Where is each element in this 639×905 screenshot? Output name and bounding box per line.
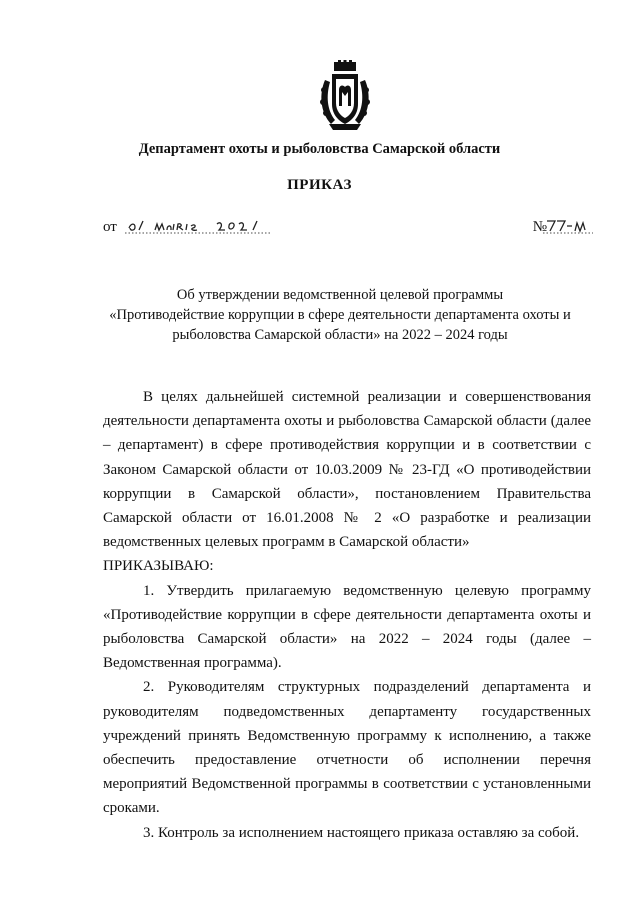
title-line: рыболовства Самарской области» на 2022 – 2024 годы [172,327,508,343]
item-line: Ведомственная программа). [103,655,282,672]
item-line: учреждений принять Ведомственную программу к исполнению, а также [103,727,591,744]
preamble-line: (далее – департамент) в сфере противодействия коррупции и в [103,413,591,454]
preamble-line: Правительства Самарской области от 16.01.2008 № 2 «О разработке и [103,485,591,527]
number-prefix: № [532,219,547,235]
coat-of-arms-emblem [317,60,373,132]
date-prefix: от [103,219,117,235]
title-line: «Противодействие коррупции в сфере деятельности департамента охоты и [109,307,571,323]
item-line: 3. Контроль за исполнением настоящего приказа оставляю за собой. [143,824,580,841]
item-line: сроками. [103,800,160,817]
item-1-paragraph [103,579,591,676]
preamble-line: деятельности департамента охоты и рыболовства Самарской области [103,413,547,430]
preamble-paragraph [103,385,591,554]
preamble-line: реализации ведомственных целевых программ в Самарской области» [103,510,591,551]
preamble-line: соответствии с Законом Самарской области от 10.03.2009 № 23-ГД [103,437,592,478]
title-line: Об утверждении ведомственной целевой программы [176,287,504,303]
item-line: обеспечить предоставление отчетности об исполнении перечня [103,752,591,769]
item-line: рыболовства Самарской области» на 2022 – 2024 годы (далее – [103,631,591,648]
item-line: «Противодействие коррупции в сфере деятельности департамента охоты и [103,606,591,623]
item-line: руководителям подведомственных департаменту государственных [103,703,591,720]
order-title [85,285,595,345]
item-2-paragraph [103,675,591,820]
item-line: 2. Руководителям структурных подразделений департамента и [143,679,591,696]
item-3-paragraph [103,821,591,845]
handwritten-date [125,216,275,238]
preamble-line: В целях дальнейшей системной реализации и совершенствования [143,389,591,405]
document-type: ПРИКАЗ [287,177,352,193]
order-word: ПРИКАЗЫВАЮ: [103,558,214,575]
department-name: Департамент охоты и рыболовства Самарской области [138,141,501,157]
order-body [103,385,591,845]
date-number-row [103,219,593,243]
item-line: мероприятий Ведомственной программы в соответствии с установленными [103,776,591,793]
preamble-line: «О противодействии коррупции в Самарской области», постановлением [103,461,592,502]
handwritten-number [543,215,593,237]
item-line: 1. Утвердить прилагаемую ведомственную целевую программу [143,582,591,599]
